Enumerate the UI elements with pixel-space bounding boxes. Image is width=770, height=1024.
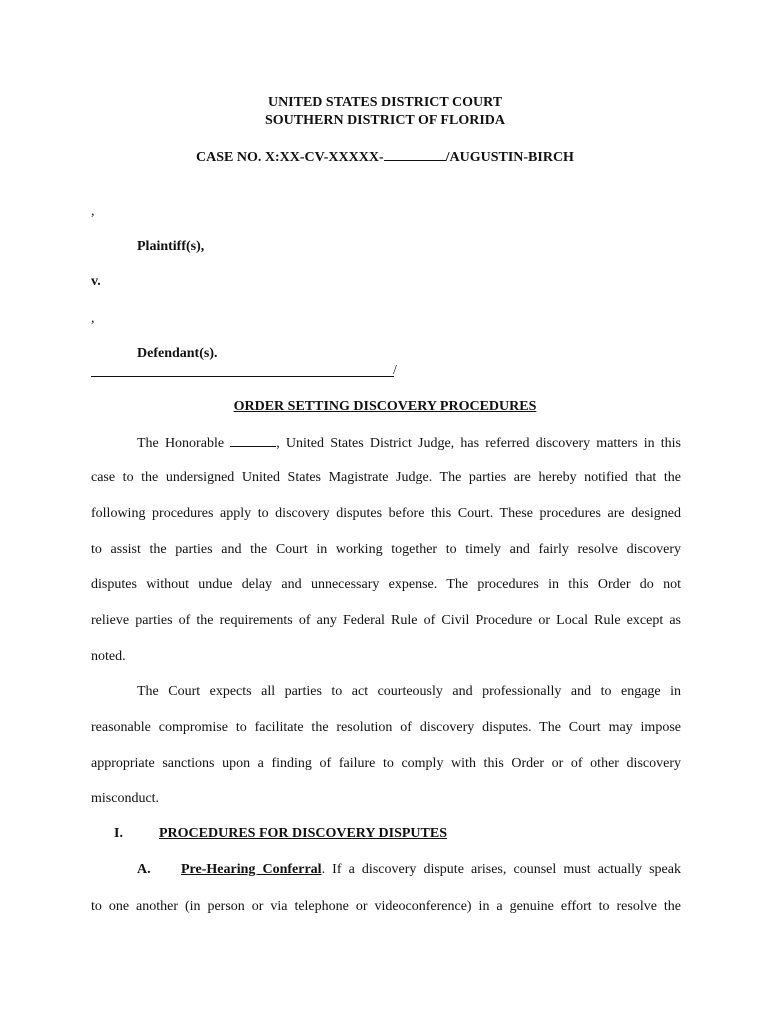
case-number-prefix: CASE NO. X:XX-CV-XXXXX- [196,150,384,165]
para1-line2: case to the undersigned United States Magistrate Judge. The parties are hereby notified that the [91,470,681,485]
versus-label: v. [91,274,101,289]
para1-line1-suffix: , United States District Judge, has referred discovery matters in this [276,436,682,451]
para1-line1-prefix: The Honorable [137,436,231,451]
para1-line1 [137,433,681,453]
para1-line4: to assist the parties and the Court in working together to timely and fairly resolve discovery [91,542,681,557]
caption-rule [91,376,394,377]
section-heading: PROCEDURES FOR DISCOVERY DISPUTES [159,826,447,841]
plaintiff-name-placeholder: , [91,204,95,219]
order-title: ORDER SETTING DISCOVERY PROCEDURES [233,399,537,414]
section-number: I. [114,826,123,841]
para1-line7: noted. [91,649,126,664]
para2-line2: reasonable compromise to facilitate the resolution of discovery disputes. The Court may impose [91,720,681,735]
subsectionA-line1-rest: . If a discovery dispute arises, counsel must actually speak [321,862,681,877]
court-name: UNITED STATES DISTRICT COURT [267,95,503,110]
para2-line3: appropriate sanctions upon a finding of failure to comply with this Order or of other discovery [91,756,681,771]
para2-line1: The Court expects all parties to act courteously and professionally and to engage in [137,684,681,699]
plaintiff-label: Plaintiff(s), [137,239,205,254]
case-number-blank [384,147,446,161]
subsectionA-line1 [181,861,681,879]
judge-name-blank [230,433,276,447]
defendant-name-placeholder: , [91,311,95,326]
subsectionA-line2: to one another (in person or via telephone or videoconference) in a genuine effort to resolve the [91,899,681,914]
para1-line5: disputes without undue delay and unnecessary expense. The procedures in this Order do not [91,577,681,592]
para2-line4: misconduct. [91,791,160,806]
court-district: SOUTHERN DISTRICT OF FLORIDA [265,113,505,128]
case-number [0,147,770,167]
para1-line6: relieve parties of the requirements of any Federal Rule of Civil Procedure or Local Rule except as [91,613,681,628]
defendant-label: Defendant(s). [137,346,218,361]
subsection-heading: Pre-Hearing Conferral [181,862,322,877]
caption-slash: / [393,363,397,378]
subsection-letter: A. [137,862,151,877]
para1-line3: following procedures apply to discovery disputes before this Court. These procedures are designed [91,506,681,521]
case-number-suffix: /AUGUSTIN-BIRCH [445,150,574,165]
